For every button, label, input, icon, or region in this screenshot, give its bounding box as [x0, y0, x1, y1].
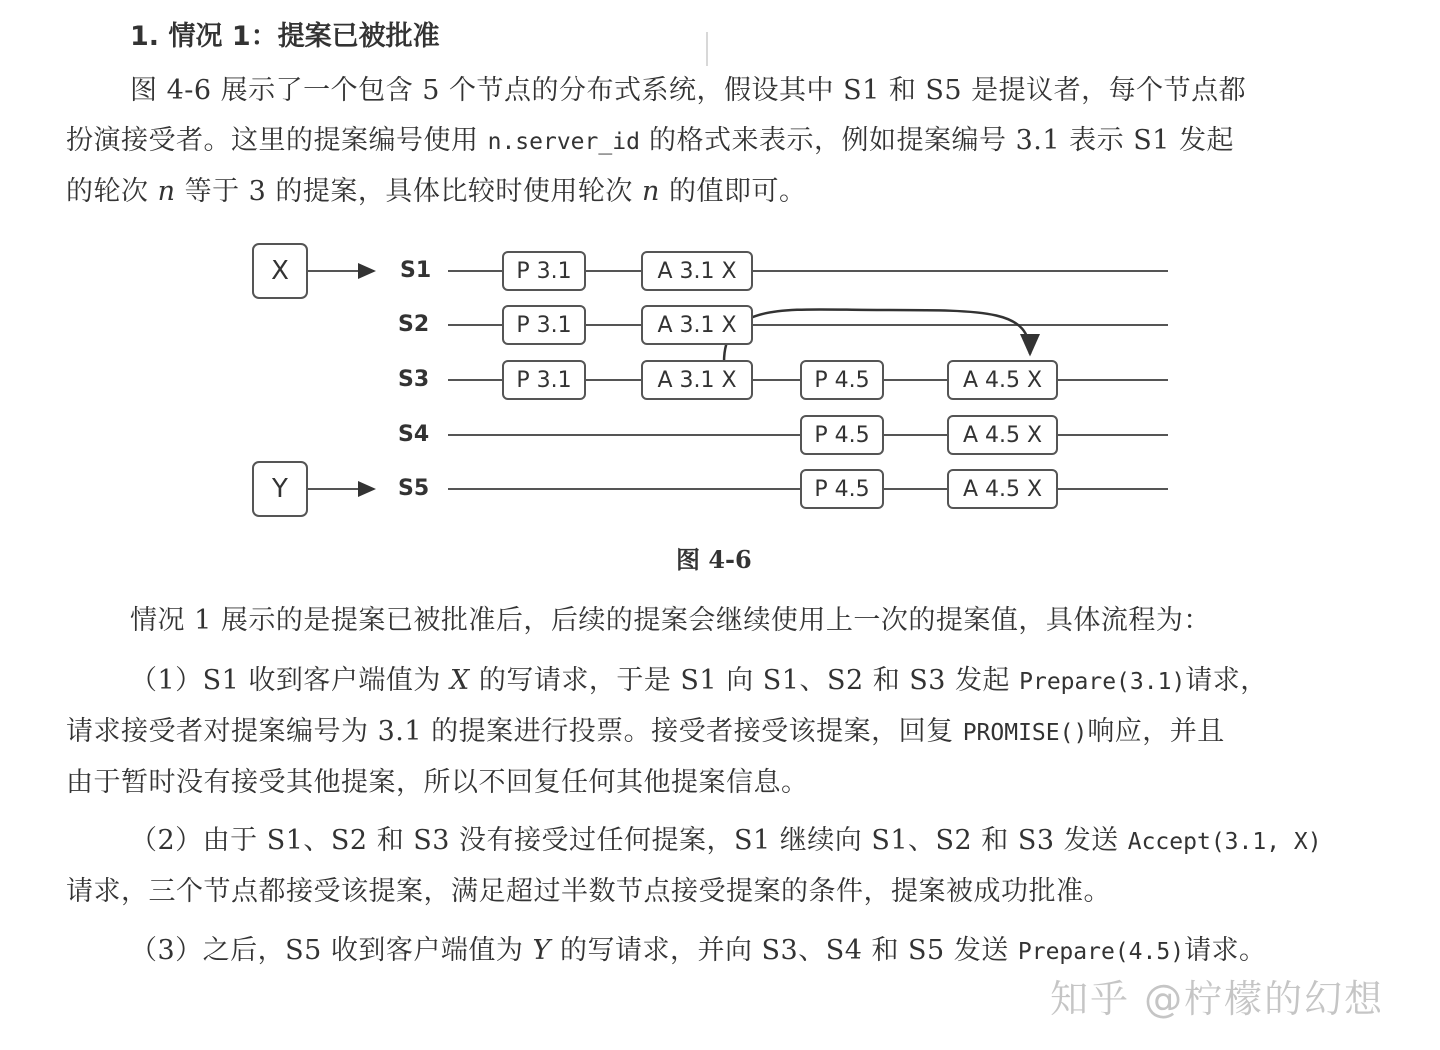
event-accept: A 4.5 X	[947, 360, 1058, 400]
server-label-s1: S1	[400, 258, 432, 283]
step2-line-2: 请求，三个节点都接受该提案，满足超过半数节点接受提案的条件，提案被成功批准。	[66, 876, 1111, 907]
text: 请求接受者对提案编号为 3.1 的提案进行投票。接受者接受该提案，回复	[66, 716, 963, 747]
event-accept: A 3.1 X	[641, 305, 753, 345]
step1-line-3: 由于暂时没有接受其他提案，所以不回复任何其他提案信息。	[66, 767, 809, 798]
watermark: 知乎 @柠檬的幻想	[1050, 977, 1385, 1021]
server-label-s5: S5	[398, 476, 430, 501]
text: （2）由于 S1、S2 和 S3 没有接受过任何提案，S1 继续向 S1、S2 和 S3 发送	[130, 825, 1128, 856]
inline-code: Accept(3.1, X)	[1127, 829, 1322, 855]
var-y: Y	[532, 935, 551, 966]
step-1	[66, 656, 1366, 808]
text: 等于 3 的提案，具体比较时使用轮次	[175, 176, 642, 207]
intro-paragraph	[66, 66, 1366, 217]
event-prepare: P 4.5	[800, 360, 884, 400]
client-x-box: X	[252, 243, 308, 299]
summary-line: 情况 1 展示的是提案已被批准后，后续的提案会继续使用上一次的提案值，具体流程为：	[130, 605, 1211, 636]
event-prepare: P 3.1	[502, 360, 586, 400]
var-x: X	[450, 665, 470, 696]
intro-line-1: 图 4-6 展示了一个包含 5 个节点的分布式系统，假设其中 S1 和 S5 是提议者，每个节点都	[130, 75, 1247, 106]
step1-line-1	[66, 656, 1366, 707]
event-accept: A 3.1 X	[641, 360, 753, 400]
event-accept: A 3.1 X	[641, 251, 753, 291]
intro-line-3	[66, 167, 1366, 217]
text: 请求，	[1185, 665, 1268, 696]
inline-code: Prepare(4.5)	[1017, 939, 1185, 965]
inline-code: Prepare(3.1)	[1019, 669, 1186, 695]
step-2	[66, 816, 1366, 917]
text: 的值即可。	[659, 176, 807, 207]
server-label-s2: S2	[398, 312, 430, 337]
event-prepare: P 4.5	[800, 469, 884, 509]
event-prepare: P 3.1	[502, 305, 586, 345]
var-n: n	[157, 176, 176, 207]
text: 的格式来表示，例如提案编号 3.1 表示 S1 发起	[639, 125, 1234, 156]
text: 响应，并且	[1087, 716, 1225, 747]
text: 的写请求，于是 S1 向 S1、S2 和 S3 发起	[469, 665, 1020, 696]
text: 的轮次	[66, 176, 158, 207]
event-accept: A 4.5 X	[947, 469, 1058, 509]
text: （3）之后，S5 收到客户端值为	[130, 935, 533, 966]
step1-line-2	[66, 707, 1366, 758]
figure-4-6	[0, 230, 1440, 540]
inline-code: n.server_id	[487, 129, 640, 155]
event-prepare: P 3.1	[502, 251, 586, 291]
figure-caption: 图 4-6	[676, 545, 752, 574]
client-y-box: Y	[252, 461, 308, 517]
server-label-s3: S3	[398, 367, 430, 392]
scan-artifact	[706, 32, 708, 66]
text: （1）S1 收到客户端值为	[130, 665, 451, 696]
step2-line-1	[66, 816, 1366, 867]
text: 的写请求，并向 S3、S4 和 S5 发送	[550, 935, 1018, 966]
event-accept: A 4.5 X	[947, 415, 1058, 455]
text: 扮演接受者。这里的提案编号使用	[66, 125, 488, 156]
body-summary	[66, 596, 1366, 646]
text: 请求。	[1184, 935, 1267, 966]
server-label-s4: S4	[398, 422, 430, 447]
event-prepare: P 4.5	[800, 415, 884, 455]
inline-code: PROMISE()	[962, 720, 1088, 746]
section-heading: 1. 情况 1：提案已被批准	[130, 21, 440, 52]
intro-line-2	[66, 116, 1366, 167]
var-n: n	[642, 176, 660, 207]
